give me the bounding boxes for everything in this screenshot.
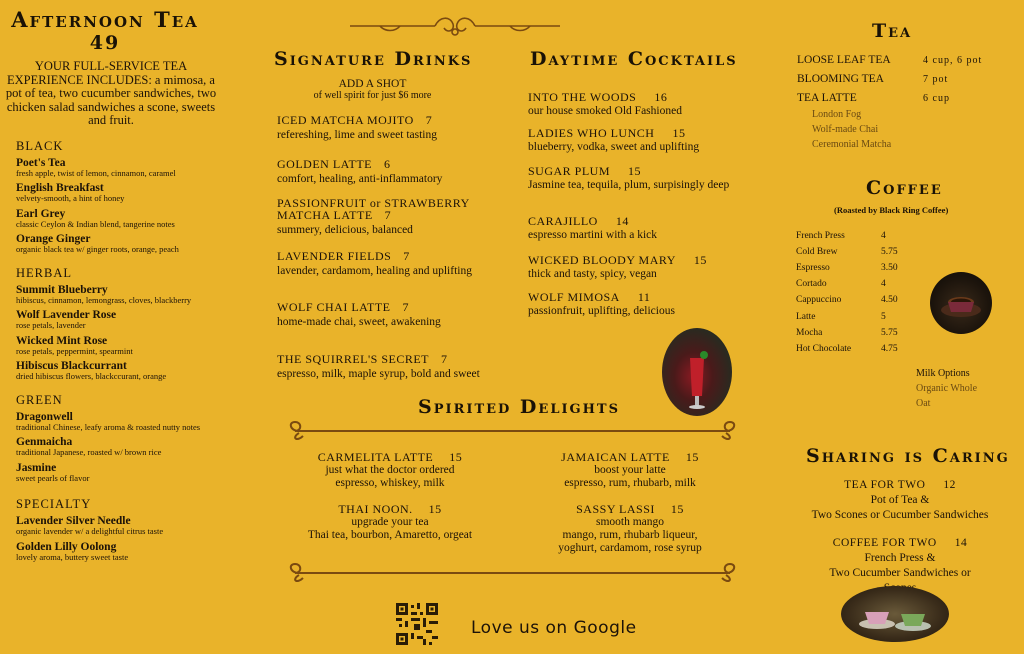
tea-row-name: LOOSE LEAF TEA (797, 54, 891, 66)
sharing-item-line: Two Scones or Cucumber Sandwiches (811, 509, 989, 521)
afternoon-tea-title: Afternoon Tea (11, 7, 199, 32)
addon-note (290, 78, 455, 102)
sharing-item-price: 14 (954, 537, 968, 549)
cocktail-item-desc: thick and tasty, spicy, vegan (528, 268, 657, 280)
tea-row-name: BLOOMING TEA (797, 73, 884, 85)
milk-option-item: Oat (916, 398, 931, 409)
cocktail-item-title: CARAJILLO (528, 214, 598, 228)
tea-item (16, 208, 240, 230)
tea-cups-icon (841, 586, 949, 642)
sharing-item (800, 478, 1000, 523)
signature-item-price: 6 (383, 157, 391, 171)
tea-item-name: Genmaicha (16, 436, 73, 448)
sharing-item-line: French Press & (864, 552, 936, 564)
sharing-title: Sharing is Caring (806, 445, 1010, 467)
spirited-item-line: just what the doctor ordered (325, 464, 455, 476)
cocktail-item (528, 254, 758, 280)
tea-item-name: Wicked Mint Rose (16, 334, 108, 347)
cocktail-glass-icon (662, 328, 732, 416)
tea-item (16, 541, 240, 563)
cocktail-item-title: SUGAR PLUM (528, 164, 611, 178)
signature-drinks-title: Signature Drinks (274, 48, 473, 70)
spirited-item-name (290, 451, 490, 464)
spirited-item-title: CARMELITA LATTE (317, 450, 434, 464)
signature-item (277, 114, 482, 141)
tea-categories (0, 139, 240, 563)
cocktail-item (528, 215, 758, 241)
tea-category-heading: GREEN (16, 392, 63, 407)
sharing-item-line: Pot of Tea & (870, 494, 930, 506)
cocktail-item-name (528, 91, 758, 103)
cocktail-item (528, 165, 758, 191)
cocktail-item (528, 127, 758, 153)
coffee-cup-photo (930, 272, 992, 334)
coffee-item-price: 3.50 (881, 263, 898, 274)
signature-item-desc: espresso, milk, maple syrup, bold and sweet (277, 368, 480, 380)
signature-item-title: GOLDEN LATTE (277, 157, 372, 171)
tea-item-desc: lovely aroma, buttery sweet taste (16, 551, 129, 562)
tea-row-size: 6 cup (923, 93, 950, 104)
tea-category-heading: HERBAL (16, 265, 72, 280)
tea-cups-photo (841, 586, 949, 642)
signature-item (277, 197, 482, 236)
spirited-delights-title: Spirited Delights (418, 396, 620, 418)
cocktail-item-price: 15 (628, 164, 642, 178)
signature-item-title: ICED MATCHA MOJITO (277, 113, 414, 127)
signature-item-desc: lavender, cardamom, healing and uplifting (277, 265, 472, 277)
signature-item-desc: summery, delicious, balanced (277, 224, 413, 236)
tea-item-name: Hibiscus Blackcurrant (16, 360, 127, 372)
tea-item (16, 309, 240, 331)
tea-item-name: Jasmine (16, 461, 57, 474)
spirited-item-title: THAI NOON. (338, 502, 413, 516)
tea-item (16, 233, 240, 255)
signature-item (277, 250, 482, 277)
cocktail-item-price: 14 (615, 214, 629, 228)
tea-row-size: 7 pot (923, 74, 949, 85)
cocktail-item-desc: espresso martini with a kick (528, 229, 658, 241)
cocktail-item-title: LADIES WHO LUNCH (528, 126, 655, 140)
coffee-item-name: Espresso (796, 263, 830, 274)
tea-item-name: Dragonwell (16, 410, 73, 423)
tea-item-name: English Breakfast (16, 182, 104, 194)
spirited-item-line: upgrade your tea (351, 516, 429, 528)
coffee-subtitle: (Roasted by Black Ring Coffee) (834, 205, 949, 215)
signature-item (277, 301, 482, 328)
tea-item (16, 182, 240, 204)
tea-item-desc: dried hibiscus flowers, blackccurant, orange (16, 371, 167, 381)
scroll-divider-bottom (285, 560, 740, 586)
tea-item-desc: organic lavender w/ a delightful citrus taste (16, 526, 164, 536)
tea-item-name: Poet's Tea (16, 156, 66, 169)
cocktail-item (528, 291, 758, 317)
afternoon-tea-intro: YOUR FULL-SERVICE TEA EXPERIENCE INCLUDES: a mimosa, a pot of tea, two cucumber sandwiches, two chicken salad sandwiches a scone, sweets and fruit. (5, 59, 217, 127)
spirited-item (290, 451, 490, 490)
signature-item-title: WOLF CHAI LATTE (277, 300, 391, 314)
signature-item-desc: comfort, healing, anti-inflammatory (277, 173, 443, 185)
spirited-item-title: SASSY LASSI (576, 502, 655, 516)
signature-item-price: 7 (425, 113, 433, 127)
tea-item (16, 284, 240, 306)
spirited-item (530, 503, 730, 555)
signature-item-name (277, 301, 482, 313)
signature-item-price: 7 (402, 300, 409, 314)
coffee-item-price: 4.50 (881, 295, 898, 306)
signature-item-desc: refereshing, lime and sweet tasting (277, 129, 437, 141)
coffee-item-name: Hot Chocolate (796, 343, 852, 354)
cocktail-item-name (528, 215, 758, 227)
tea-item (16, 436, 240, 458)
tea-item-desc: velvety-smooth, a hint of honey (16, 193, 125, 203)
tea-item-desc: hibiscus, cinnamon, lemongrass, cloves, blackberry (16, 294, 192, 305)
spirited-item (290, 503, 490, 542)
coffee-cup-icon (930, 272, 992, 334)
coffee-item-name: Latte (796, 311, 816, 322)
coffee-item-name: Cold Brew (796, 247, 838, 258)
coffee-item-price: 5.75 (881, 327, 898, 338)
addon-line1: ADD A SHOT (338, 78, 407, 90)
tea-latte-option: Ceremonial Matcha (812, 139, 892, 150)
tea-row-name: TEA LATTE (797, 92, 857, 104)
signature-item-name (277, 114, 482, 126)
spirited-item-line: Thai tea, bourbon, Amaretto, orgeat (307, 529, 473, 541)
spirited-item-line: mango, rum, rhubarb liqueur, (562, 529, 698, 541)
coffee-item-name: Mocha (796, 327, 823, 338)
tea-title: Tea (872, 20, 913, 42)
milk-options (916, 366, 977, 411)
milk-title: Milk Options (916, 368, 970, 379)
signature-item-title: LAVENDER FIELDS (277, 249, 392, 263)
cocktail-item (528, 91, 758, 117)
spirited-item-price: 15 (449, 450, 463, 464)
cocktail-item-price: 15 (672, 126, 686, 140)
spirited-item-line: espresso, rum, rhubarb, milk (564, 477, 696, 489)
flourish-ornament (340, 12, 570, 42)
signature-item (277, 353, 482, 380)
tea-item-desc: traditional Chinese, leafy aroma & roasted nutty notes (16, 421, 201, 432)
scroll-divider-top (285, 418, 740, 444)
tea-row-size: 4 cup, 6 pot (923, 55, 983, 66)
coffee-item-price: 5 (881, 311, 886, 322)
coffee-item-price: 4 (881, 231, 886, 241)
sharing-item-price: 12 (943, 479, 956, 491)
qr-code[interactable] (396, 603, 438, 645)
tea-item-name: Orange Ginger (16, 233, 91, 245)
cocktail-item-desc: passionfruit, uplifting, delicious (528, 305, 675, 317)
sharing-item-title: COFFEE FOR TWO (832, 537, 937, 549)
coffee-item-name: Cortado (796, 279, 827, 290)
sharing-item-line: Two Cucumber Sandwiches or (829, 567, 971, 579)
spirited-item-price: 15 (685, 450, 699, 464)
signature-item-name (277, 197, 482, 221)
coffee-title: Coffee (866, 177, 943, 199)
spirited-item-line: espresso, whiskey, milk (335, 477, 445, 489)
spirited-item-title: JAMAICAN LATTE (561, 450, 670, 464)
spirited-item-price: 15 (670, 502, 684, 516)
cocktail-item-desc: Jasmine tea, tequila, plum, surpisingly deep (528, 179, 730, 191)
cocktail-item-price: 16 (654, 90, 668, 104)
daytime-cocktails-title: Daytime Cocktails (530, 48, 738, 70)
spirited-item-name (530, 503, 730, 516)
tea-item-desc: traditional Japanese, roasted w/ brown rice (16, 447, 162, 457)
tea-item-name: Earl Grey (16, 207, 66, 220)
cocktail-item-title: WICKED BLOODY MARY (528, 253, 676, 267)
signature-item-title: THE SQUIRREL'S SECRET (277, 352, 430, 366)
signature-item-price: 7 (384, 208, 392, 222)
coffee-item-price: 4.75 (881, 343, 898, 354)
cocktail-item-price: 15 (693, 253, 707, 267)
spirited-item-line: smooth mango (595, 516, 665, 528)
tea-item (16, 462, 240, 484)
spirited-item-name (530, 451, 730, 464)
tea-item-desc: rose petals, lavender (16, 320, 86, 330)
sharing-item-title: TEA FOR TWO (844, 479, 926, 491)
tea-item (16, 411, 240, 433)
spirited-item-line: boost your latte (594, 464, 666, 476)
coffee-item-name: French Press (796, 231, 845, 241)
tea-latte-option: Wolf-made Chai (812, 124, 879, 135)
coffee-item-name: Cappuccino (796, 295, 842, 306)
tea-item-desc: fresh apple, twist of lemon, cinnamon, caramel (16, 167, 176, 178)
spirited-item-price: 15 (428, 502, 442, 516)
spirited-item-name (290, 503, 490, 516)
signature-item-desc: home-made chai, sweet, awakening (277, 316, 441, 328)
tea-item-name: Summit Blueberry (16, 283, 108, 296)
spirited-item-line: yoghurt, cardamom, rose syrup (558, 542, 702, 554)
cocktail-item-name (528, 254, 758, 266)
signature-item-name (277, 353, 482, 365)
sharing-item-name (800, 478, 1000, 493)
signature-item-name (277, 158, 482, 170)
spirited-item (530, 451, 730, 490)
signature-item-name (277, 250, 482, 262)
tea-item-desc: sweet pearls of flavor (16, 472, 90, 483)
tea-item (16, 335, 240, 357)
cocktail-item-name (528, 165, 758, 177)
cocktail-item-price: 11 (637, 290, 651, 304)
cocktail-item-name (528, 291, 758, 303)
milk-option-item: Organic Whole (916, 383, 978, 394)
tea-latte-option: London Fog (812, 109, 862, 120)
tea-item-name: Wolf Lavender Rose (16, 309, 117, 321)
signature-item-price: 7 (403, 249, 410, 263)
coffee-item-price: 5.75 (881, 247, 898, 258)
tea-item-desc: classic Ceylon & Indian blend, tangerine notes (16, 218, 175, 229)
tea-item (16, 360, 240, 382)
tea-item-name: Lavender Silver Needle (16, 515, 131, 527)
sharing-item-name (800, 536, 1000, 551)
afternoon-tea-price: 49 (89, 32, 121, 54)
coffee-item-price: 4 (881, 279, 886, 290)
cocktail-photo (662, 328, 732, 416)
signature-item-title: PASSIONFRUIT or STRAWBERRY MATCHA LATTE (277, 196, 470, 222)
cocktail-item-desc: blueberry, vodka, sweet and uplifting (528, 141, 700, 153)
cocktail-item-name (528, 127, 758, 139)
tea-item-desc: organic black tea w/ ginger roots, orange, peach (16, 244, 179, 254)
cocktail-item-title: INTO THE WOODS (528, 90, 637, 104)
signature-item-price: 7 (441, 352, 448, 366)
addon-line2: of well spirit for just $6 more (313, 90, 432, 101)
cocktail-item-desc: our house smoked Old Fashioned (528, 105, 682, 117)
tea-category-heading: BLACK (16, 138, 64, 153)
afternoon-tea-column (0, 8, 240, 566)
signature-item (277, 158, 482, 185)
google-review-link[interactable]: Love us on Google (471, 618, 637, 638)
cocktail-item-title: WOLF MIMOSA (528, 290, 620, 304)
tea-item (16, 515, 240, 537)
tea-item-name: Golden Lilly Oolong (16, 540, 117, 553)
tea-item (16, 157, 240, 179)
tea-category-heading: SPECIALTY (16, 497, 92, 511)
tea-item-desc: rose petals, peppermint, spearmint (16, 345, 133, 356)
